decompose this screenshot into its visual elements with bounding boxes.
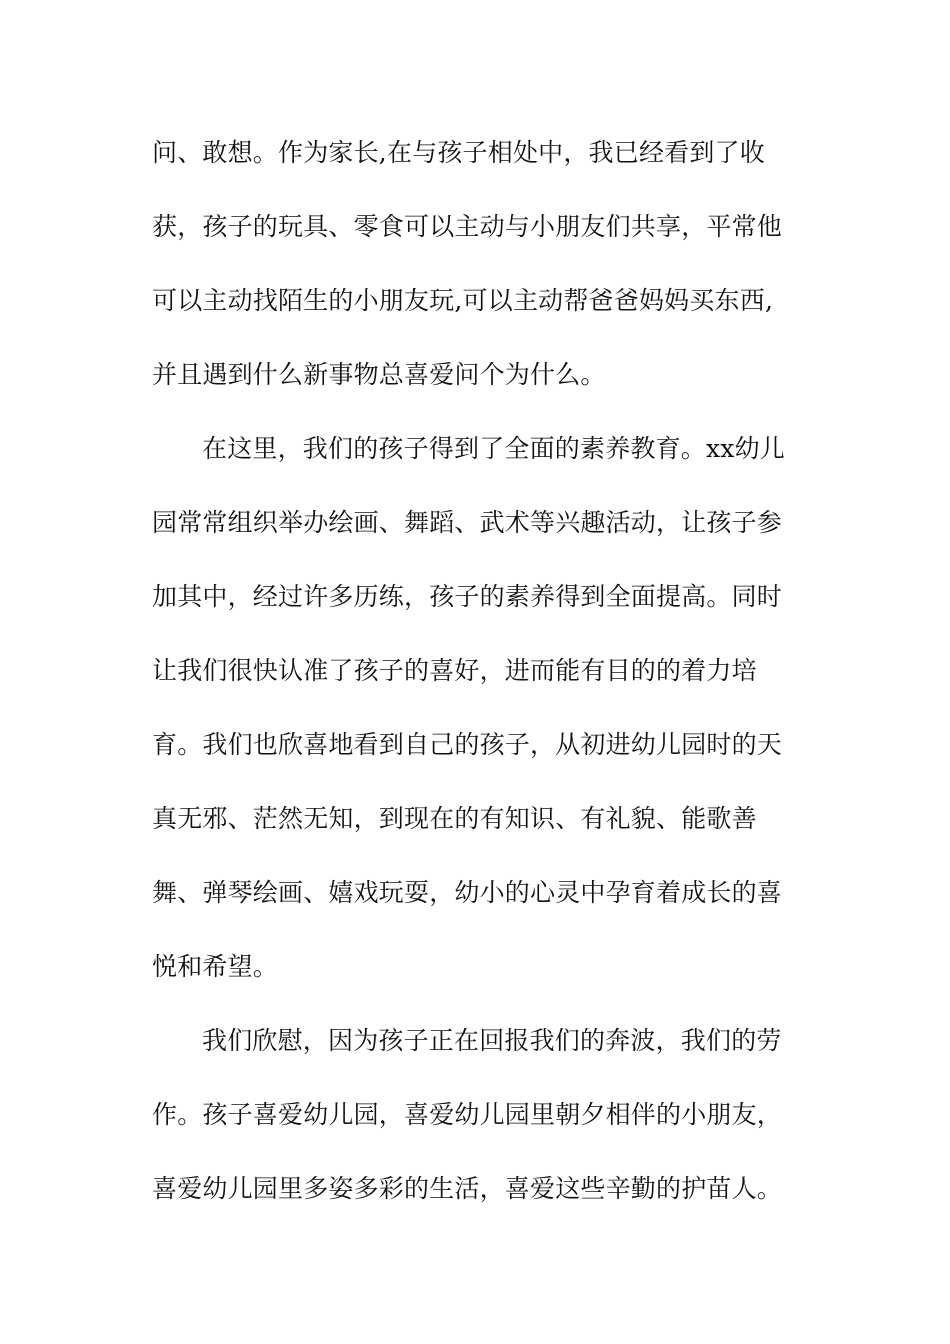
text-line: 让我们很快认准了孩子的喜好，进而能有目的的着力培 <box>152 656 757 685</box>
text-line: 作。孩子喜爱幼儿园，喜爱幼儿园里朝夕相伴的小朋友， <box>152 1100 783 1129</box>
text-line: 园常常组织举办绘画、舞蹈、武术等兴趣活动，让孩子参 <box>152 508 783 537</box>
text-line: 舞、弹琴绘画、嬉戏玩耍，幼小的心灵中孕育着成长的喜 <box>152 878 783 907</box>
text-line: 育。我们也欣喜地看到自己的孩子，从初进幼儿园时的天 <box>152 730 783 759</box>
text-line: 悦和希望。 <box>152 952 279 981</box>
text-line: 获，孩子的玩具、零食可以主动与小朋友们共享，平常他 <box>152 212 783 241</box>
text-line: 并且遇到什么新事物总喜爱问个为什么。 <box>152 360 606 389</box>
text-line: 加其中，经过许多历练，孩子的素养得到全面提高。同时 <box>152 582 783 611</box>
text-line: 问、敢想。作为家长,在与孩子相处中，我已经看到了收 <box>152 138 765 167</box>
text-line: 可以主动找陌生的小朋友玩,可以主动帮爸爸妈妈买东西, <box>152 286 774 315</box>
paragraph-first-line: 我们欣慰，因为孩子正在回报我们的奔波，我们的劳 <box>202 1026 782 1055</box>
text-line: 喜爱幼儿园里多姿多彩的生活，喜爱这些辛勤的护苗人。 <box>152 1174 783 1203</box>
paragraph-first-line: 在这里，我们的孩子得到了全面的素养教育。xx幼儿 <box>202 434 786 463</box>
text-line: 真无邪、茫然无知，到现在的有知识、有礼貌、能歌善 <box>152 804 757 833</box>
